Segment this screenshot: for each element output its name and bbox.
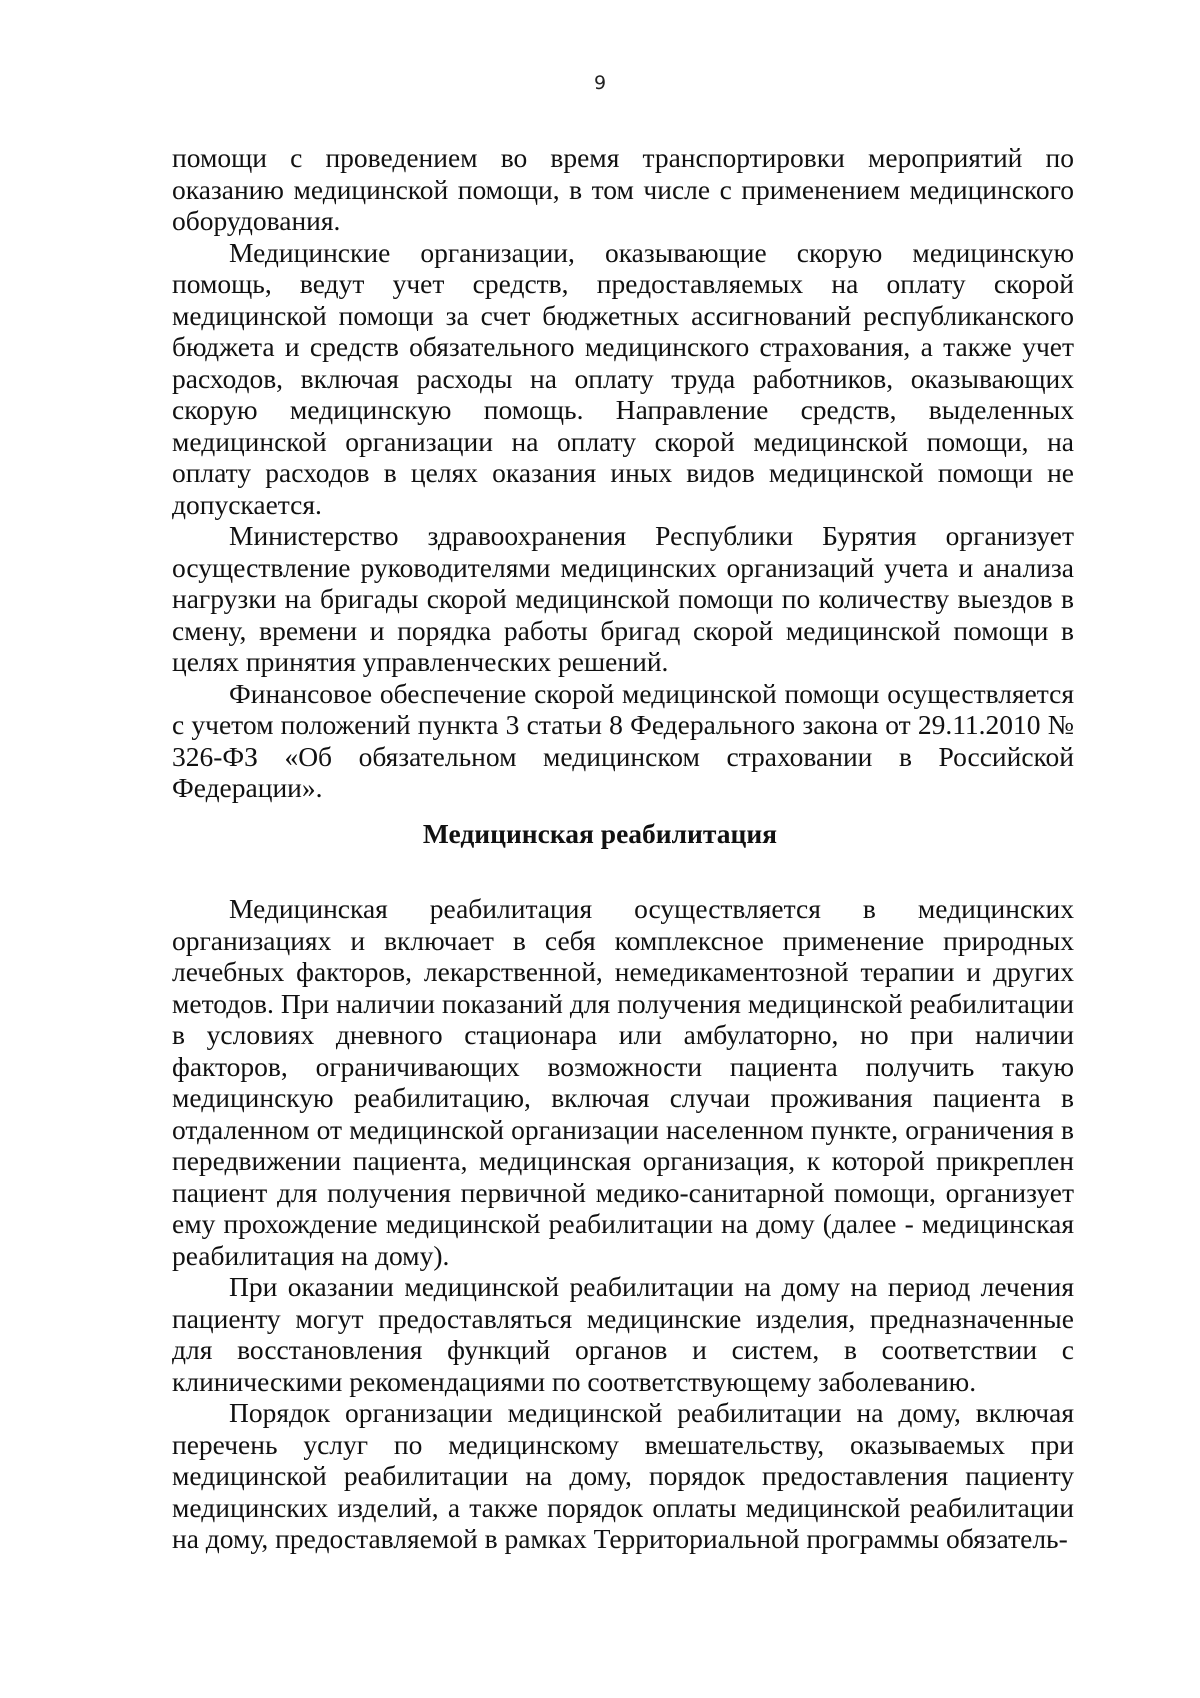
- paragraph-ministry: Министерство здравоохранения Республики Бурятия организует осуществление руководителями медицинских организаций учета и анализа нагрузки на бригады скорой медицинской помощи по количеству выездов в смену, времени и порядка работы бригад скорой медицинской помощи в целях принятия управленческих решений.: [172, 520, 1074, 677]
- paragraph-rehabilitation: Медицинская реабилитация осуществляется в медицинских организациях и включает в себя комплексное применение природных лечебных факторов, лекарственной, немедикаментозной терапии и других методов. При наличии показаний для получения медицинской реабилитации в условиях дневного стационара или амбулаторно, но при наличии факторов, ограничивающих возможности пациента получить такую медицинскую реабилитацию, включая случаи проживания пациента в отдаленном от медицинской организации населенном пункте, ограничения в передвижении пациента, медицинская организация, к которой прикреплен пациент для получения первичной медико-санитарной помощи, организует ему прохождение медицинской реабилитации на дому (далее - медицинская реабилитация на дому).: [172, 893, 1074, 1271]
- paragraph-procedure: Порядок организации медицинской реабилитации на дому, включая перечень услуг по медицинскому вмешательству, оказываемых при медицинской реабилитации на дому, порядок предоставления пациенту медицинских изделий, а также порядок оплаты медицинской реабилитации на дому, предоставляемой в рамках Территориальной программы обязатель-: [172, 1397, 1074, 1554]
- page-number: 9: [593, 72, 607, 94]
- top-text-block: [172, 142, 1074, 804]
- section-heading: Медицинская реабилитация: [422, 818, 778, 849]
- paragraph-medical-devices: При оказании медицинской реабилитации на дому на период лечения пациенту могут предоставляться медицинские изделия, предназначенные для восстановления функций органов и систем, в соответствии с клиническими рекомендациями по соответствующему заболеванию.: [172, 1271, 1074, 1397]
- section-text-block: [172, 893, 1074, 1555]
- paragraph-transport-continuation: помощи с проведением во время транспортировки мероприятий по оказанию медицинской помощи, в том числе с применением медицинского оборудования.: [172, 142, 1074, 236]
- paragraph-accounting: Медицинские организации, оказывающие скорую медицинскую помощь, ведут учет средств, предоставляемых на оплату скорой медицинской помощи за счет бюджетных ассигнований республиканского бюджета и средств обязательного медицинского страхования, а также учет расходов, включая расходы на оплату труда работников, оказывающих скорую медицинскую помощь. Направление средств, выделенных медицинской организации на оплату скорой медицинской помощи, на оплату расходов в целях оказания иных видов медицинской помощи не допускается.: [172, 236, 1074, 520]
- paragraph-financing: Финансовое обеспечение скорой медицинской помощи осуществляется с учетом положений пункта 3 статьи 8 Федерального закона от 29.11.2010 № 326-ФЗ «Об обязательном медицинском страховании в Российской Федерации».: [172, 677, 1074, 803]
